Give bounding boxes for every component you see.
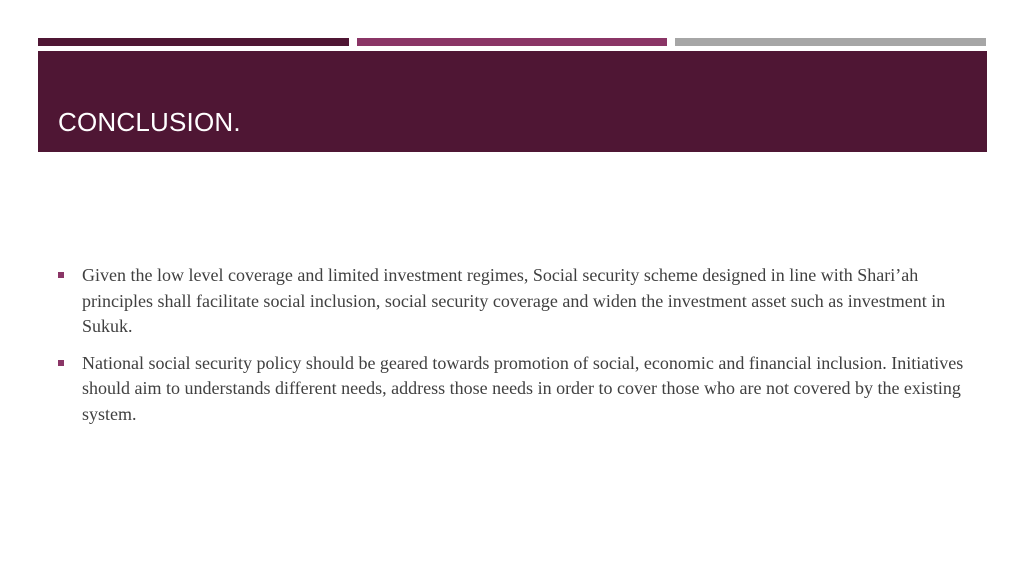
bullet-item xyxy=(56,351,966,428)
square-bullet-icon xyxy=(58,360,64,366)
bullet-item xyxy=(56,263,966,340)
slide-title: CONCLUSION. xyxy=(58,107,241,137)
accent-bar-dark xyxy=(38,38,349,46)
bullet-list xyxy=(56,263,966,438)
accent-bar-magenta xyxy=(357,38,667,46)
bullet-text: Given the low level coverage and limited investment regimes, Social security scheme designed in line with Shari’ah principles shall facilitate social inclusion, social security coverage and widen the investment asset such as investment in Sukuk. xyxy=(82,265,946,336)
bullet-text: National social security policy should be geared towards promotion of social, economic and financial inclusion. Initiatives should aim to understands different needs, address those needs in order to cover those who are not covered by the existing system. xyxy=(82,352,964,424)
title-band xyxy=(38,51,987,152)
square-bullet-icon xyxy=(58,272,64,278)
accent-bar-gray xyxy=(675,38,986,46)
